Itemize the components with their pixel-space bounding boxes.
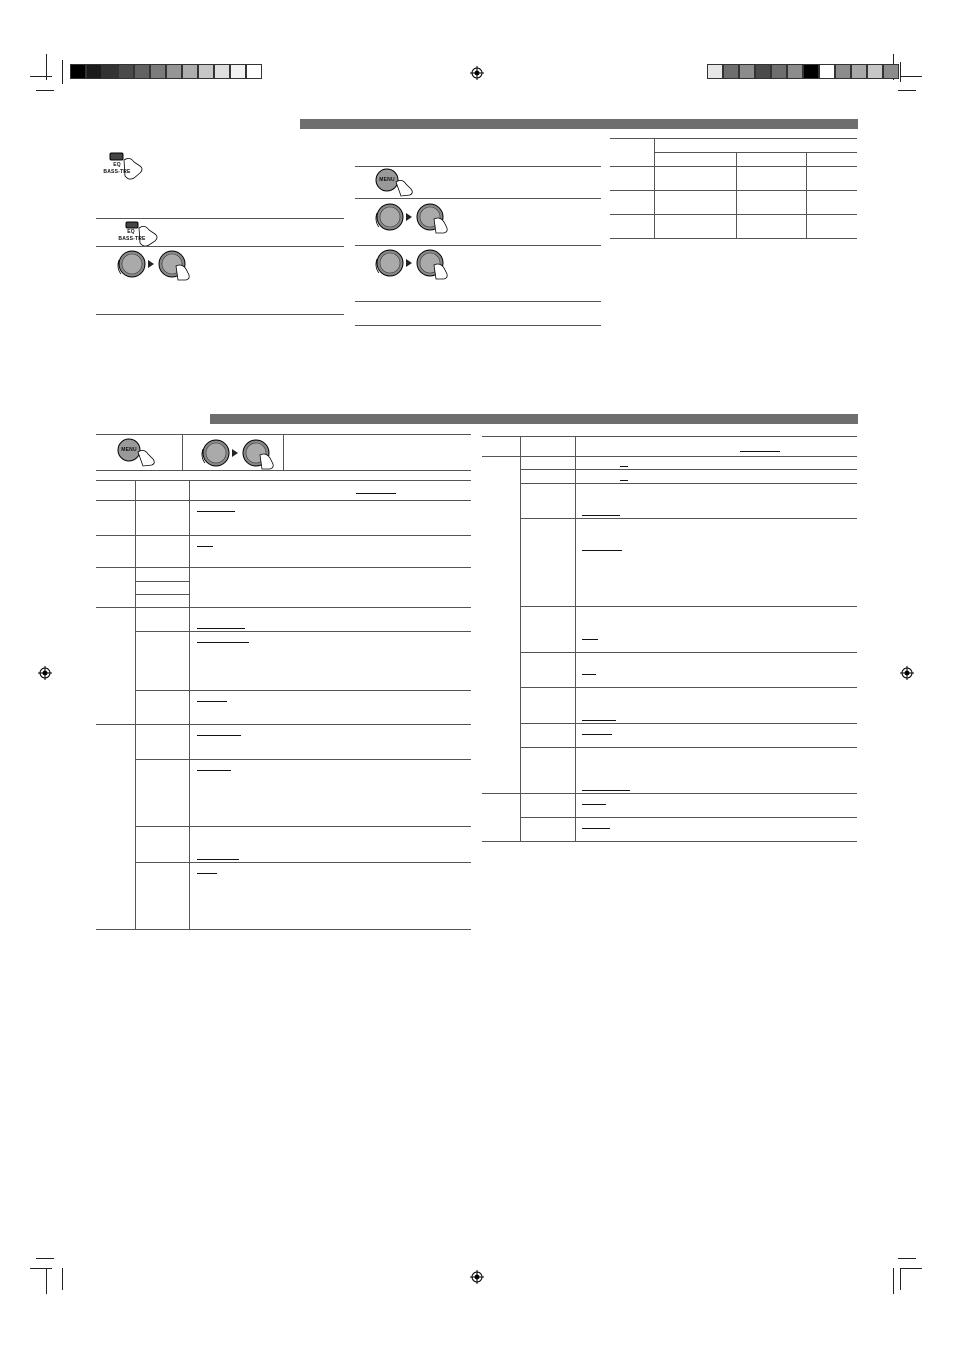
color-swatch (851, 64, 867, 79)
color-swatch (707, 64, 723, 79)
color-swatch (150, 64, 166, 79)
registration-mark-icon (38, 666, 52, 680)
registration-mark-icon (470, 66, 484, 80)
color-swatch (883, 64, 899, 79)
color-swatch (214, 64, 230, 79)
color-swatch (771, 64, 787, 79)
section-header-band-sound (300, 119, 858, 129)
bass-tre-label: BASS-TRE (103, 169, 131, 175)
menu-button-icon (374, 168, 424, 196)
color-swatch (182, 64, 198, 79)
color-swatch (787, 64, 803, 79)
color-swatch (835, 64, 851, 79)
color-swatch (166, 64, 182, 79)
color-swatch (70, 64, 86, 79)
color-swatch (134, 64, 150, 79)
color-swatch (230, 64, 246, 79)
menu-label: MENU (121, 447, 137, 453)
control-dial-turn-press-icon (374, 246, 454, 280)
menu-label: MENU (379, 177, 395, 183)
color-swatch (803, 64, 819, 79)
control-dial-turn-press-icon (200, 437, 280, 469)
color-swatch (86, 64, 102, 79)
color-swatch (867, 64, 883, 79)
color-swatch (102, 64, 118, 79)
section-header-band-menu (210, 414, 858, 424)
color-swatch (739, 64, 755, 79)
color-swatch (723, 64, 739, 79)
control-dial-turn-press-icon (374, 200, 454, 234)
registration-mark-icon (470, 1270, 484, 1284)
eq-button-icon (116, 220, 166, 246)
color-swatch (755, 64, 771, 79)
color-swatch (118, 64, 134, 79)
bass-tre-label: BASS-TRE (118, 236, 146, 242)
registration-mark-icon (900, 666, 914, 680)
eq-button-icon (100, 150, 150, 180)
menu-button-icon (116, 438, 166, 466)
color-swatch (198, 64, 214, 79)
control-dial-turn-press-icon (116, 248, 196, 280)
eq-label: EQ (113, 162, 121, 168)
eq-label: EQ (127, 229, 135, 235)
color-swatch (246, 64, 262, 79)
color-swatch (819, 64, 835, 79)
